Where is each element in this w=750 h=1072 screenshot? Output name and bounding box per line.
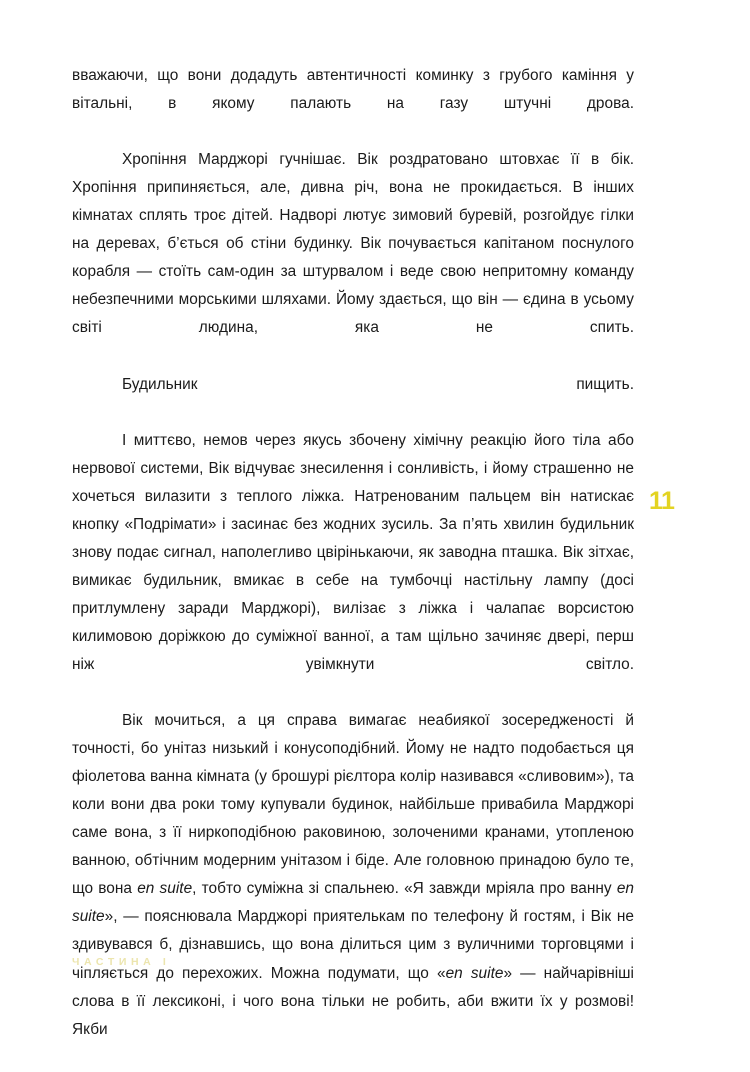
paragraph-3: Будильник пищить. xyxy=(122,375,634,393)
page-number: 11 xyxy=(649,487,675,515)
italic-phrase: en suite xyxy=(445,964,504,982)
italic-phrase: en suite xyxy=(72,880,634,926)
paragraph-4: І миттєво, немов через якусь збочену хімічну реакцію його тіла або нервової системи, Вік відчуває знесилення і сонливість, і йому страшенно не хочеться вилазити з теплого ліжка. Натренованим пальцем він натискає кнопку «Подрімати» і засинає без жодних зусиль. За п’ять хвилин будильник знову подає сигнал, наполегливо цвірінькаючи, як заводна пташка. Вік зітхає, вимикає будильник, вмикає в себе на тумбочці настільну лампу (досі притлумлену заради Марджорі), вилізає з ліжка і чалапає ворсистою килимовою доріжкою до суміжної ванної, а там щільно зачиняє двері, перш ніж увімкнути світло. xyxy=(72,431,634,673)
paragraph-2: Хропіння Марджорі гучнішає. Вік роздратовано штовхає її в бік. Хропіння припиняється, але, дивна річ, вона не прокидається. В інших кімнатах сплять троє дітей. Надворі лютує зимовий буревій, розгойдує гілки на деревах, б’ється об стіни будинку. Вік почувається капітаном поснулого корабля — стоїть сам-один за штурвалом і веде свою непритомну команду небезпечними морськими шляхами. Йому здається, що він — єдина в усьому світі людина, яка не спить. xyxy=(72,151,634,337)
running-footer-part-label: ЧАСТИНА І xyxy=(72,956,171,968)
paragraph-5: Вік мочиться, а ця справа вимагає неабиякої зосередженості й точності, бо унітаз низький і конусоподібний. Йому не надто подобається ця фіолетова ванна кімната (у брошурі рієлтора колір називався «сливовим»), та коли вони два роки тому купували будинок, найбільше привабила Марджорі саме вона, з її ниркоподібною раковиною, золоченими кранами, утопленою ванною, обтічним модерним унітазом і біде. Але головною принадою було те, що вона en suite, тобто суміжна зі спальнею. «Я завжди мріяла про ванну en suite», — пояснювала Марджорі приятелькам по телефону й гостям, і Вік не здивувався б, дізнавшись, що вона ділиться цим з вуличними торговцями і чіпляється до перехожих. Можна подумати, що «en suite» — найчарівніші слова в її лексиконі, і чого вона тільки не робить, аби вжити їх у розмові! Якби xyxy=(72,712,634,1038)
italic-phrase: en suite xyxy=(137,880,193,898)
paragraph-1: вважаючи, що вони додадуть автентичності коминку з грубого каміння у вітальні, в якому палають на газу штучні дрова. xyxy=(72,67,634,113)
body-text-column xyxy=(72,62,634,1072)
